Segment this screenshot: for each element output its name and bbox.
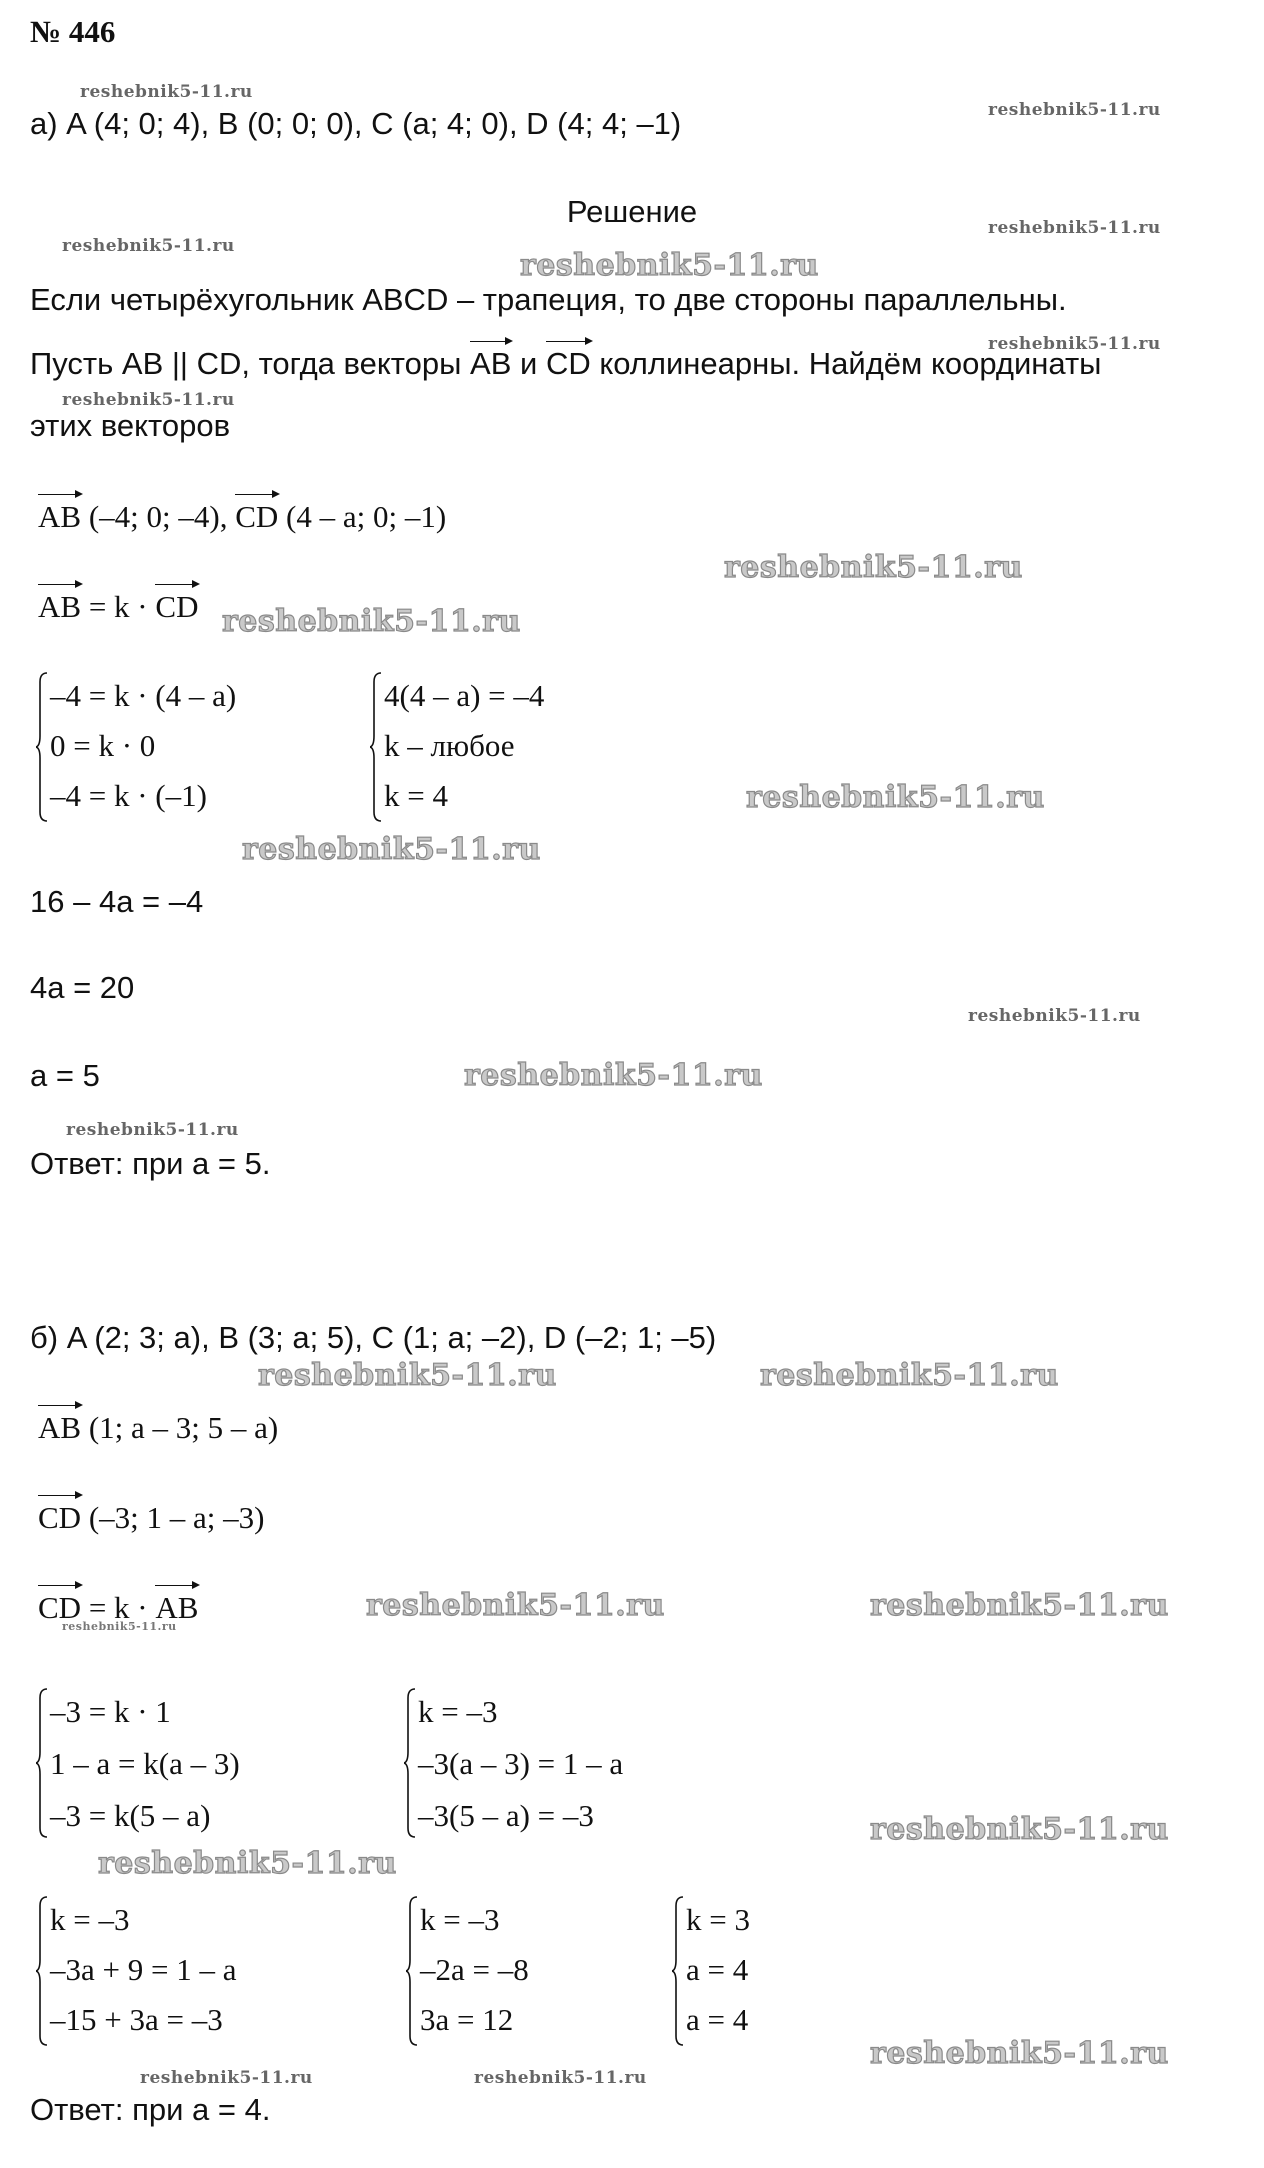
vector-cd: CD bbox=[545, 346, 591, 381]
part-a-line2 bbox=[30, 348, 1101, 379]
vector-ab: AB bbox=[470, 346, 512, 381]
part-b-given: б) A (2; 3; a), B (3; a; 5), C (1; a; –2), D (–2; 1; –5) bbox=[30, 1320, 717, 1355]
watermark: reshebnik5-11.ru bbox=[968, 1006, 1141, 1026]
system-row: k = –3 bbox=[50, 1902, 130, 1937]
line2-text-b: коллинеарны. Найдём координаты bbox=[590, 346, 1102, 381]
brace-icon bbox=[370, 672, 382, 822]
watermark: reshebnik5-11.ru bbox=[988, 334, 1161, 354]
system-row: –2a = –8 bbox=[420, 1952, 529, 1987]
brace-icon bbox=[406, 1896, 418, 2046]
watermark: reshebnik5-11.ru bbox=[724, 550, 1023, 585]
system-row: k = –3 bbox=[420, 1902, 500, 1937]
watermark: reshebnik5-11.ru bbox=[988, 100, 1161, 120]
vector-cd: CD bbox=[38, 1590, 82, 1625]
vector-ab-coords: (–4; 0; –4), bbox=[81, 499, 236, 534]
system-row: k = 4 bbox=[384, 778, 448, 813]
vector-ab: AB bbox=[38, 499, 82, 534]
system-row: 3a = 12 bbox=[420, 2002, 514, 2037]
part-a-step3: a = 5 bbox=[30, 1058, 100, 1093]
brace-icon bbox=[36, 1688, 48, 1838]
system-row: k = 3 bbox=[686, 1902, 750, 1937]
system-row: 1 – a = k(a – 3) bbox=[50, 1746, 240, 1781]
part-a-line1: Если четырёхугольник ABCD – трапеция, то две стороны параллельны. bbox=[30, 282, 1067, 317]
watermark: reshebnik5-11.ru bbox=[870, 1588, 1169, 1623]
eq-mid: = k · bbox=[81, 589, 156, 624]
part-b-collinear-eq bbox=[38, 1592, 198, 1623]
solution-title: Решение bbox=[566, 194, 698, 229]
part-a-line3: этих векторов bbox=[30, 408, 231, 443]
system-row: –3 = k(5 – a) bbox=[50, 1798, 211, 1833]
brace-icon bbox=[36, 672, 48, 822]
watermark: reshebnik5-11.ru bbox=[870, 2036, 1169, 2071]
line2-text-a: Пусть AB || CD, тогда векторы bbox=[30, 346, 471, 381]
watermark: reshebnik5-11.ru bbox=[140, 2068, 313, 2088]
system-row: –15 + 3a = –3 bbox=[50, 2002, 223, 2037]
part-b-system-2 bbox=[404, 1688, 734, 1840]
vector-cd: CD bbox=[235, 499, 279, 534]
system-row: –3a + 9 = 1 – a bbox=[50, 1952, 237, 1987]
watermark: reshebnik5-11.ru bbox=[258, 1358, 557, 1393]
system-row: –3(5 – a) = –3 bbox=[418, 1798, 594, 1833]
watermark: reshebnik5-11.ru bbox=[746, 780, 1045, 815]
system-row: –4 = k · (4 – a) bbox=[50, 678, 237, 713]
system-row: 4(4 – a) = –4 bbox=[384, 678, 545, 713]
part-a-answer: Ответ: при a = 5. bbox=[30, 1146, 271, 1181]
watermark: reshebnik5-11.ru bbox=[242, 832, 541, 867]
vector-cd: CD bbox=[38, 1500, 82, 1535]
watermark: reshebnik5-11.ru bbox=[66, 1120, 239, 1140]
part-a-given: а) A (4; 0; 4), B (0; 0; 0), C (a; 4; 0), D (4; 4; –1) bbox=[30, 106, 682, 141]
system-row: k – любое bbox=[384, 728, 515, 763]
part-a-system-1 bbox=[36, 672, 336, 822]
watermark: reshebnik5-11.ru bbox=[62, 236, 235, 256]
system-row: a = 4 bbox=[686, 2002, 749, 2037]
watermark: reshebnik5-11.ru bbox=[464, 1058, 763, 1093]
system-row: –4 = k · (–1) bbox=[50, 778, 207, 813]
system-row: –3 = k · 1 bbox=[50, 1694, 171, 1729]
vector-cd-coords: (–3; 1 – a; –3) bbox=[81, 1500, 265, 1535]
system-row: k = –3 bbox=[418, 1694, 498, 1729]
brace-icon bbox=[404, 1688, 416, 1838]
vector-ab: AB bbox=[38, 589, 82, 624]
watermark: reshebnik5-11.ru bbox=[62, 390, 235, 410]
watermark: reshebnik5-11.ru bbox=[62, 1620, 177, 1633]
watermark: reshebnik5-11.ru bbox=[760, 1358, 1059, 1393]
part-a-system-2 bbox=[370, 672, 670, 822]
brace-icon bbox=[36, 1896, 48, 2046]
part-a-collinear-eq bbox=[38, 591, 198, 622]
system-row: –3(a – 3) = 1 – a bbox=[418, 1746, 624, 1781]
watermark: reshebnik5-11.ru bbox=[474, 2068, 647, 2088]
vector-cd: CD bbox=[155, 589, 199, 624]
part-a-step2: 4a = 20 bbox=[30, 970, 135, 1005]
vector-ab-coords: (1; a – 3; 5 – a) bbox=[81, 1410, 279, 1445]
part-b-vector-cd bbox=[38, 1502, 264, 1533]
watermark: reshebnik5-11.ru bbox=[80, 82, 253, 102]
line2-text-mid: и bbox=[511, 346, 546, 381]
part-b-vector-ab bbox=[38, 1412, 278, 1443]
system-row: a = 4 bbox=[686, 1952, 749, 1987]
vector-ab: AB bbox=[155, 1590, 199, 1625]
problem-number: № 446 bbox=[30, 14, 116, 49]
part-b-system-4 bbox=[406, 1896, 626, 2044]
watermark: reshebnik5-11.ru bbox=[520, 248, 819, 283]
part-b-system-3 bbox=[36, 1896, 336, 2044]
watermark: reshebnik5-11.ru bbox=[988, 218, 1161, 238]
watermark: reshebnik5-11.ru bbox=[222, 604, 521, 639]
part-a-step1: 16 – 4a = –4 bbox=[30, 884, 204, 919]
brace-icon bbox=[672, 1896, 684, 2046]
eq-mid: = k · bbox=[81, 1590, 156, 1625]
system-row: 0 = k · 0 bbox=[50, 728, 156, 763]
part-a-vectors bbox=[38, 501, 446, 532]
part-b-system-5 bbox=[672, 1896, 832, 2044]
watermark: reshebnik5-11.ru bbox=[98, 1846, 397, 1881]
part-b-system-1 bbox=[36, 1688, 366, 1840]
watermark: reshebnik5-11.ru bbox=[870, 1812, 1169, 1847]
vector-cd-coords: (4 – a; 0; –1) bbox=[278, 499, 447, 534]
watermark: reshebnik5-11.ru bbox=[366, 1588, 665, 1623]
part-b-answer: Ответ: при a = 4. bbox=[30, 2092, 271, 2127]
vector-ab: AB bbox=[38, 1410, 82, 1445]
